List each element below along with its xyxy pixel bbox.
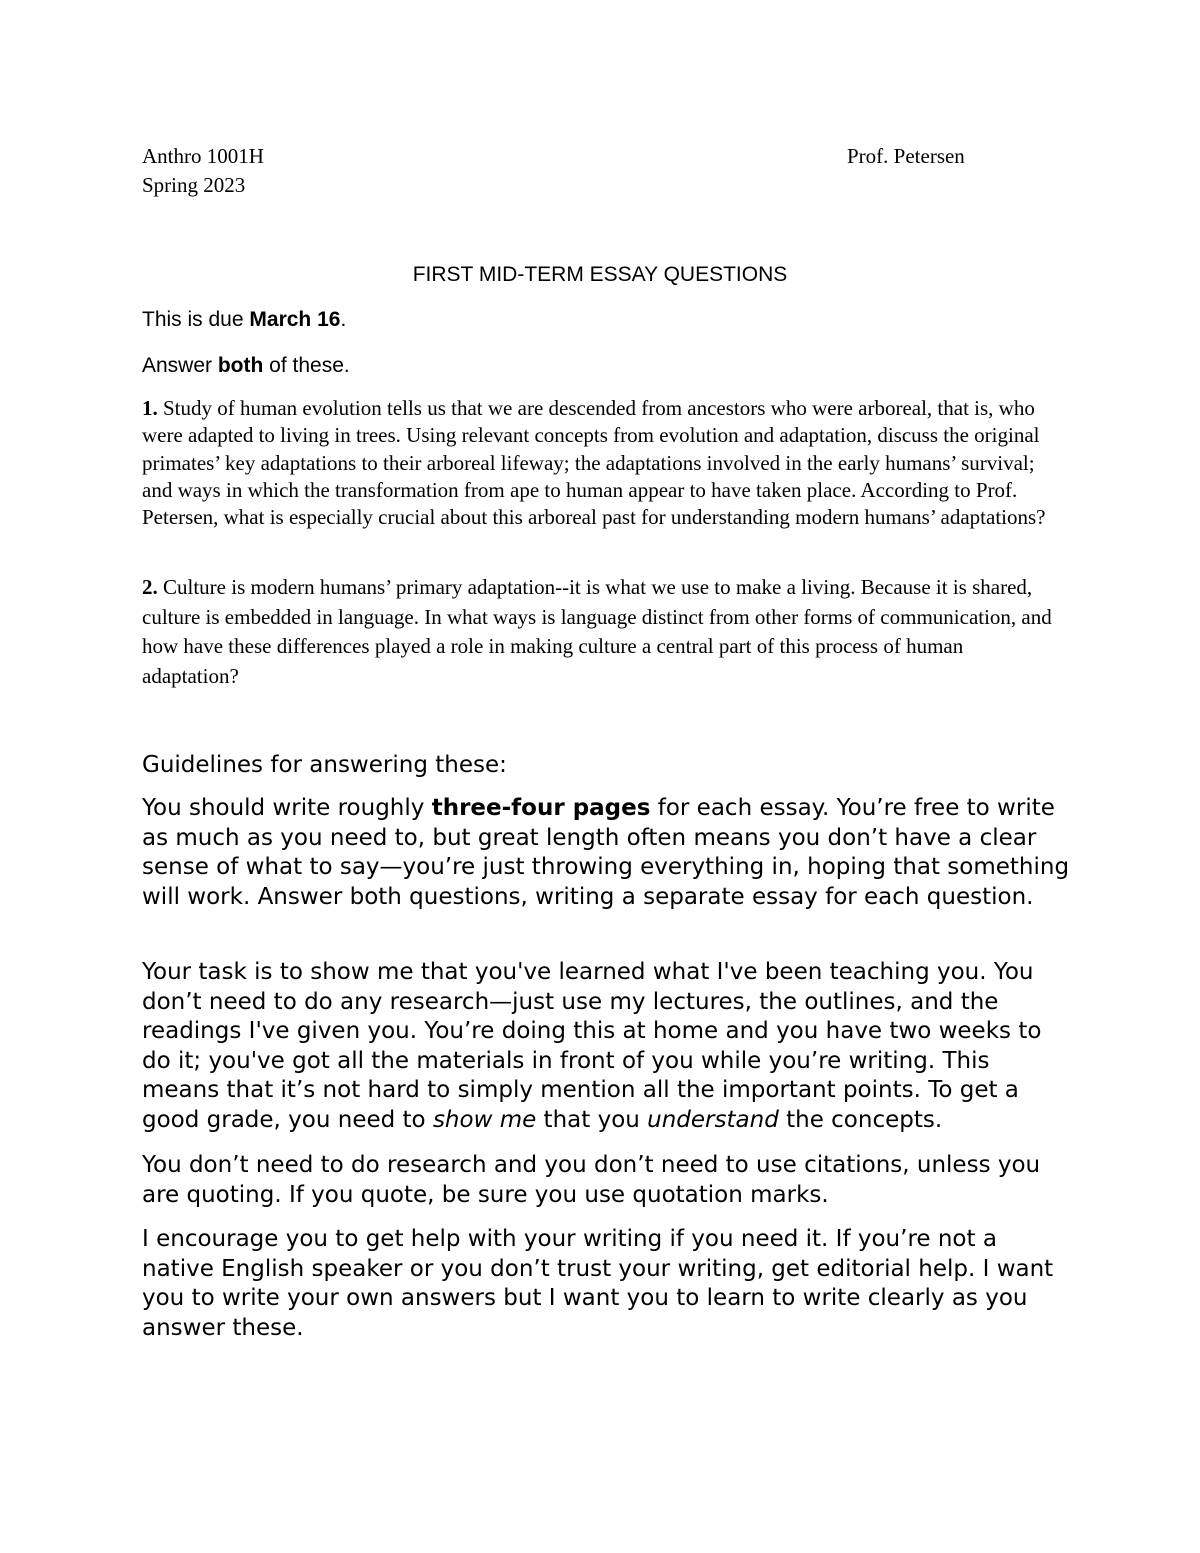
guidelines-text: that you (536, 1106, 648, 1133)
question-text: Culture is modern humans’ primary adaptation--it is what we use to make a living. Because it is shared, culture is embedded in language. In what ways is language distinct from other forms of communication, and how have these differences played a role in making culture a central part of this process of human adaptation? (142, 575, 1052, 688)
answer-prefix: Answer (142, 354, 218, 377)
italic-show-me: show me (432, 1106, 537, 1133)
due-suffix: . (340, 308, 347, 331)
course-term: Spring 2023 (142, 173, 246, 197)
guidelines-text: for each essay. You’re free to write as much as you need to, but great length often means you don’t have a clear sense of what to say—you’re just throwing everything in, hoping that something will work. Answer both questions, writing a separate essay for each question. (142, 795, 1070, 910)
page-count-emphasis: three-four pages (431, 795, 651, 821)
question-text: Study of human evolution tells us that we are descended from ancestors who were arboreal, that is, who were adapted to living in trees. Using relevant concepts from evolution and adaptation, discuss the original primates’ key adaptations to their arboreal lifeway; the adaptations involved in the early humans’ survival; and ways in which the transformation from ape to human appear to have taken place. According to Prof. Petersen, what is especially crucial about this arboreal past for understanding modern humans’ adaptations? (142, 396, 1046, 530)
guidelines-paragraph-citations: You don’t need to do research and you don’t need to use citations, unless you are quoting. If you quote, be sure you use quotation marks. (142, 1152, 1041, 1208)
course-name: Anthro 1001H (142, 144, 264, 168)
question-2 (142, 573, 1062, 691)
page-title: FIRST MID-TERM ESSAY QUESTIONS (412, 263, 788, 286)
answer-suffix: of these. (263, 354, 350, 377)
answer-emphasis: both (217, 354, 264, 377)
guidelines-paragraph-length (142, 794, 1072, 912)
guidelines-text: You should write roughly (142, 795, 432, 821)
professor-name: Prof. Petersen (847, 144, 965, 168)
due-prefix: This is due (142, 308, 250, 331)
course-info (142, 142, 264, 200)
guidelines-paragraph-help: I encourage you to get help with your writing if you need it. If you’re not a native English speaker or you don’t trust your writing, get editorial help. I want you to write your own answers but I want you to learn to write clearly as you answer these. (142, 1226, 1054, 1341)
guidelines-text: the concepts. (778, 1106, 943, 1133)
question-1 (142, 395, 1062, 531)
italic-understand: understand (647, 1106, 779, 1133)
question-number: 1. (142, 396, 158, 420)
answer-instruction (142, 352, 1062, 380)
guidelines-text: Your task is to show me that you've learned what I've been teaching you. You don’t need to do any research—just use my lectures, the outlines, and the readings I've given you. You’re doing this at home and you have two weeks to do it; you've got all the materials in front of you while you’re writing. This means that it’s not hard to simply mention all the important points. To get a good grade, you need to (142, 959, 1042, 1133)
guidelines-heading: Guidelines for answering these: (142, 752, 507, 778)
question-number: 2. (142, 575, 158, 599)
due-date-line (142, 306, 1062, 334)
due-date: March 16 (249, 308, 341, 331)
guidelines-paragraph-task (142, 958, 1072, 1136)
